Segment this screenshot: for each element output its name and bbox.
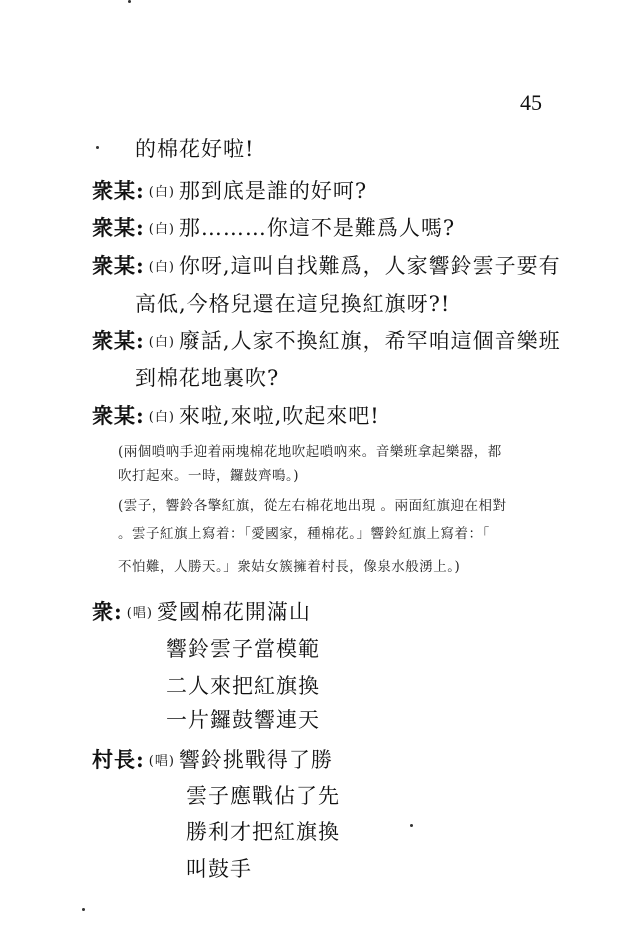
- song-line-4: [166, 704, 320, 734]
- delivery-tag: (白): [148, 185, 175, 200]
- song-line-7: [186, 816, 340, 846]
- song-line-5: [92, 744, 333, 774]
- dialogue-text: 那到底是誰的好呵?: [178, 179, 368, 203]
- song-line-6: [186, 780, 340, 810]
- dialogue-text: 廢話,人家不換紅旗，希罕咱這個音樂班: [178, 329, 561, 353]
- speaker-label: 衆某:: [92, 178, 145, 203]
- scan-speck: [410, 824, 413, 827]
- song-line-3: [166, 670, 320, 700]
- dialogue-line-4: [92, 250, 561, 280]
- dialogue-line-5: [135, 288, 450, 318]
- verse-text: 愛國棉花開滿山: [156, 600, 311, 624]
- stage-direction-5: 不怕難，人勝天。」衆姑女簇擁着村長，像泉水般湧上。): [118, 559, 461, 575]
- stage-direction-3: (雲子，響鈴各擎紅旗，從左右棉花地出現 。兩面紅旗迎在相對: [118, 498, 507, 514]
- stage-direction-2: 吹打起來。一時，鑼鼓齊鳴。): [118, 468, 300, 484]
- delivery-tag: (唱): [126, 606, 153, 621]
- dialogue-text: 那………你這不是難爲人嗎?: [178, 216, 456, 240]
- song-line-8: [186, 853, 252, 883]
- dialogue-text: 到棉花地裏吹?: [135, 366, 280, 390]
- dialogue-text: 來啦,來啦,吹起來吧!: [178, 404, 380, 428]
- dialogue-line-7: [135, 362, 279, 392]
- scan-speck: [96, 146, 99, 149]
- verse-text: 二人來把紅旗換: [166, 674, 320, 698]
- speaker-label: 衆某:: [92, 328, 145, 353]
- dialogue-line-2: [92, 175, 367, 205]
- song-line-1: [92, 596, 311, 626]
- delivery-tag: (白): [148, 222, 175, 237]
- dialogue-line-3: [92, 212, 455, 242]
- delivery-tag: (白): [148, 335, 175, 350]
- dialogue-line-6: [92, 325, 561, 355]
- scan-speck: [82, 908, 85, 911]
- delivery-tag: (白): [148, 260, 175, 275]
- speaker-label: 衆某:: [92, 403, 145, 428]
- verse-text: 勝利才把紅旗換: [186, 820, 340, 844]
- speaker-label: 衆某:: [92, 215, 145, 240]
- dialogue-text: 的棉花好啦!: [135, 137, 255, 161]
- verse-text: 雲子應戰佔了先: [186, 784, 340, 808]
- scan-speck: [128, 0, 131, 3]
- stage-direction-4: 。雲子紅旗上寫着：「愛國家，種棉花。」響鈴紅旗上寫着：「: [118, 526, 490, 542]
- delivery-tag: (白): [148, 410, 175, 425]
- verse-text: 響鈴挑戰得了勝: [178, 748, 333, 772]
- dialogue-text: 高低,今格兒還在這兒換紅旗呀?!: [135, 292, 451, 316]
- page-number: 45: [520, 90, 542, 115]
- verse-text: 響鈴雲子當模範: [166, 637, 320, 661]
- dialogue-line-1: [135, 133, 254, 163]
- song-line-2: [166, 633, 320, 663]
- speaker-label: 衆某:: [92, 253, 145, 278]
- delivery-tag: (唱): [148, 754, 175, 769]
- dialogue-line-8: [92, 400, 380, 430]
- speaker-label: 村長:: [92, 747, 145, 772]
- verse-text: 一片鑼鼓響連天: [166, 708, 320, 732]
- stage-direction-1: (兩個嗩吶手迎着兩塊棉花地吹起嗩吶來。音樂班拿起樂器，都: [118, 444, 502, 460]
- dialogue-text: 你呀,這叫自找難爲，人家響鈴雲子要有: [178, 254, 561, 278]
- speaker-label: 衆:: [92, 599, 123, 624]
- verse-text: 叫鼓手: [186, 857, 252, 881]
